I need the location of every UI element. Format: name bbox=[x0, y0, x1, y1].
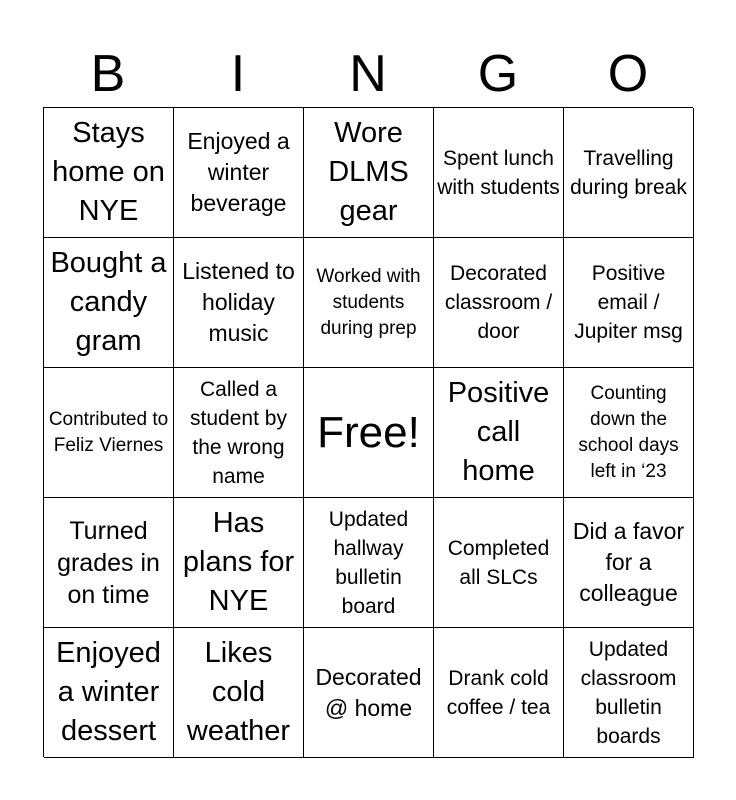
bingo-cell[interactable] bbox=[44, 108, 174, 238]
cell-text: Positive email / Jupiter msg bbox=[574, 262, 683, 343]
cell-text: Called a student by the wrong name bbox=[190, 377, 287, 488]
cell-text: Updated classroom bulletin boards bbox=[580, 637, 677, 748]
bingo-cell[interactable] bbox=[304, 498, 434, 628]
bingo-cell[interactable] bbox=[434, 628, 564, 758]
cell-text: Listened to holiday music bbox=[182, 258, 295, 346]
cell-text: Positive call home bbox=[447, 377, 550, 487]
cell-text: Enjoyed a winter dessert bbox=[56, 637, 161, 747]
bingo-cell[interactable] bbox=[434, 108, 564, 238]
bingo-cell[interactable] bbox=[304, 628, 434, 758]
bingo-cell[interactable] bbox=[564, 108, 694, 238]
bingo-cell[interactable] bbox=[44, 628, 174, 758]
bingo-cell[interactable] bbox=[564, 368, 694, 498]
bingo-cell[interactable] bbox=[304, 238, 434, 368]
header-letter-b: B bbox=[90, 45, 126, 103]
bingo-grid bbox=[43, 107, 693, 757]
bingo-cell[interactable] bbox=[434, 238, 564, 368]
bingo-cell[interactable] bbox=[434, 498, 564, 628]
cell-text: Completed all SLCs bbox=[447, 536, 550, 589]
bingo-cell[interactable] bbox=[44, 498, 174, 628]
header-letter-o: O bbox=[607, 45, 649, 103]
bingo-cell[interactable] bbox=[174, 498, 304, 628]
cell-text: Did a favor for a colleague bbox=[572, 518, 685, 606]
bingo-cell[interactable] bbox=[174, 628, 304, 758]
cell-text: Free! bbox=[317, 407, 420, 457]
bingo-header bbox=[43, 44, 693, 104]
cell-text: Travelling during break bbox=[570, 146, 687, 199]
bingo-cell[interactable] bbox=[44, 368, 174, 498]
cell-text: Wore DLMS gear bbox=[328, 117, 409, 227]
header-letter-g: G bbox=[477, 45, 519, 103]
cell-text: Decorated classroom / door bbox=[444, 262, 553, 343]
header-letter-n: N bbox=[349, 45, 387, 103]
bingo-cell[interactable] bbox=[174, 108, 304, 238]
cell-text: Stays home on NYE bbox=[52, 117, 165, 227]
bingo-cell[interactable] bbox=[434, 368, 564, 498]
cell-text: Turned grades in on time bbox=[57, 516, 160, 609]
cell-text: Worked with students during prep bbox=[316, 265, 421, 339]
bingo-cell-free[interactable] bbox=[304, 368, 434, 498]
cell-text: Decorated @ home bbox=[315, 663, 422, 721]
bingo-cell[interactable] bbox=[174, 368, 304, 498]
cell-text: Enjoyed a winter beverage bbox=[187, 128, 290, 216]
header-letter-i: I bbox=[230, 45, 246, 103]
bingo-cell[interactable] bbox=[564, 238, 694, 368]
cell-text: Contributed to Feliz Viernes bbox=[48, 408, 169, 456]
cell-text: Bought a candy gram bbox=[50, 247, 167, 357]
cell-text: Drank cold coffee / tea bbox=[446, 666, 551, 719]
cell-text: Counting down the school days left in ‘23 bbox=[578, 382, 679, 482]
bingo-cell[interactable] bbox=[304, 108, 434, 238]
cell-text: Likes cold weather bbox=[186, 637, 291, 747]
cell-text: Spent lunch with students bbox=[437, 146, 560, 199]
bingo-cell[interactable] bbox=[174, 238, 304, 368]
bingo-cell[interactable] bbox=[44, 238, 174, 368]
cell-text: Updated hallway bulletin board bbox=[328, 507, 409, 618]
cell-text: Has plans for NYE bbox=[182, 507, 295, 617]
bingo-cell[interactable] bbox=[564, 628, 694, 758]
bingo-cell[interactable] bbox=[564, 498, 694, 628]
